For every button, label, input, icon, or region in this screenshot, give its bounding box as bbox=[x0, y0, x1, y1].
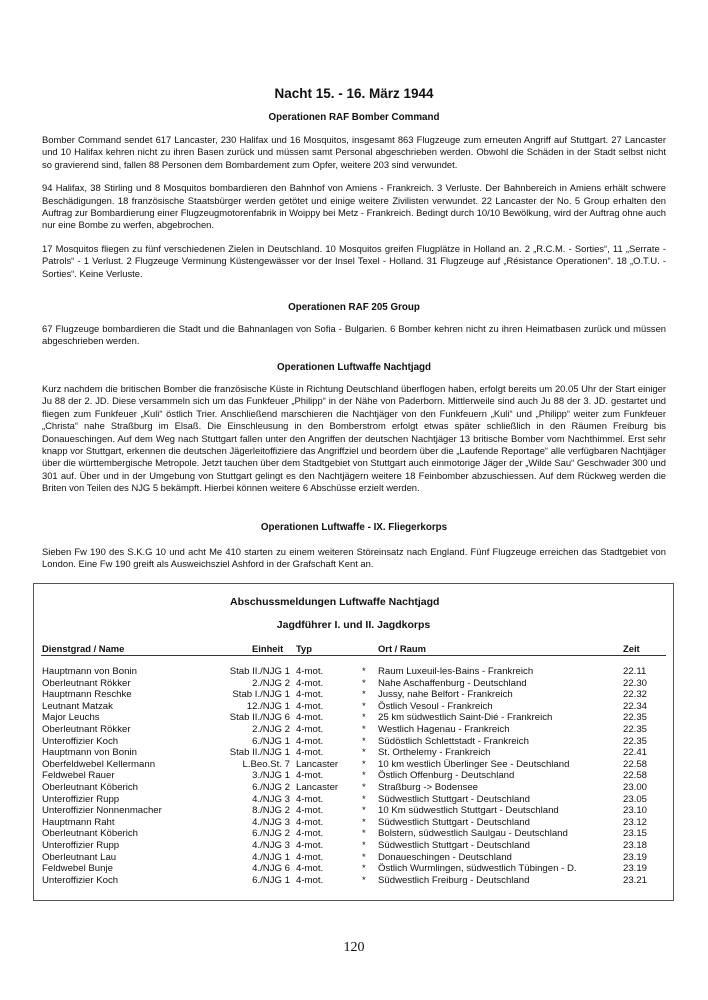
table-row bbox=[34, 666, 673, 678]
table-row bbox=[34, 712, 673, 724]
cell-name: Leutnant Matzak bbox=[42, 700, 113, 712]
column-header-typ: Typ bbox=[296, 643, 312, 654]
section-body-nachtjagd bbox=[42, 383, 666, 495]
cell-marker: * bbox=[362, 723, 366, 735]
cell-typ: 4-mot. bbox=[296, 712, 324, 724]
cell-typ: 4-mot. bbox=[296, 816, 324, 828]
paragraph: 17 Mosquitos fliegen zu fünf verschiedenen Zielen in Deutschland. 10 Mosquitos greifen Flugplätze in Holland an. 2 „R.C.M. - Sorties“, 11 „Serrate - Patrols“ - 1 Verlust. 2 Flugzeuge Verminung Küstengewässer vor der Insel Texel - Holland. 31 Flugzeuge auf „Résistance Operationen“. 18 „O.T.U. - Sorties“. Keine Verluste. bbox=[42, 242, 666, 279]
cell-marker: * bbox=[362, 816, 366, 828]
table-row bbox=[34, 794, 673, 806]
section-heading-205-group: Operationen RAF 205 Group bbox=[288, 302, 420, 313]
cell-time: 22.32 bbox=[623, 689, 648, 701]
section-heading-fliegerkorps: Operationen Luftwaffe - IX. Fliegerkorps bbox=[260, 522, 448, 533]
cell-location: Westlich Hagenau - Frankreich bbox=[378, 723, 510, 735]
cell-typ: 4-mot. bbox=[296, 793, 324, 805]
table-row bbox=[34, 875, 673, 887]
table-row bbox=[34, 828, 673, 840]
cell-unit: 2./NJG 2 bbox=[252, 677, 290, 689]
table-subtitle: Jagdführer I. und II. Jagdkorps bbox=[276, 619, 431, 631]
cell-location: 10 km westlich Überlinger See - Deutschland bbox=[378, 758, 570, 770]
cell-unit: 4./NJG 6 bbox=[252, 863, 290, 875]
table-row bbox=[34, 724, 673, 736]
cell-time: 22.11 bbox=[623, 666, 647, 677]
cell-name: Unteroffizier Nonnenmacher bbox=[42, 805, 162, 817]
cell-time: 22.41 bbox=[623, 747, 648, 759]
table-row bbox=[34, 863, 673, 875]
cell-location: Straßburg -> Bodensee bbox=[378, 781, 478, 793]
cell-typ: 4-mot. bbox=[296, 677, 324, 689]
column-header-unit: Einheit bbox=[252, 643, 284, 654]
cell-time: 23.19 bbox=[623, 851, 648, 863]
cell-unit: 6./NJG 1 bbox=[252, 874, 290, 886]
cell-location: Östlich Vesoul - Frankreich bbox=[378, 700, 493, 712]
cell-time: 23.18 bbox=[623, 839, 648, 851]
section-heading-nachtjagd: Operationen Luftwaffe Nachtjagd bbox=[276, 362, 432, 373]
cell-marker: * bbox=[362, 793, 366, 805]
cell-name: Hauptmann Reschke bbox=[42, 689, 132, 701]
cell-marker: * bbox=[362, 828, 366, 840]
cell-marker: * bbox=[362, 666, 366, 677]
table-body bbox=[34, 666, 673, 886]
table-row bbox=[34, 805, 673, 817]
column-header-name: Dienstgrad / Name bbox=[42, 643, 125, 654]
cell-unit: Stab II./NJG 6 bbox=[229, 712, 290, 724]
cell-location: Südwestlich Stuttgart - Deutschland bbox=[378, 793, 530, 805]
page-number: 120 bbox=[343, 940, 365, 955]
cell-location: Östlich Offenburg - Deutschland bbox=[378, 770, 515, 782]
paragraph: Kurz nachdem die britischen Bomber die französische Küste in Richtung Deutschland überflogen haben, erfolgt bereits um 20.05 Uhr der Start einiger Ju 88 der 2. JD. Diese versammeln sich um das Funkfeuer „Philipp“ in der Nähe von Paderborn. Mittlerweile sind auch Ju 88 der 3. JD. gestartet und fliegen zum Funkfeuer „Kuli“ östlich Trier. Anschließend marschieren die Nachtjäger von den Funkfeuern „Kuli“ und „Philipp“ weiter zum Funkfeuer „Christa“ nahe Straßburg im Elsaß. Die Einschleusung in den Bomberstrom erfolgt etwas später schließlich in den Räumen Freiburg bis Donaueschingen. Auf dem Weg nach Stuttgart fallen unter den Angriffen der deutschen Nachtjäger 13 britische Bomber vom Nachthimmel. Erst sehr knapp vor Stuttgart, erkennen die deutschen Jägerleitoffiziere das Angriffziel und beordern über die „Laufende Reportage“ alle verfügbaren Nachtjäger über die württembergische Metropole. Jetzt tauchen über dem Stadtgebiet von Stuttgart auch einmotorige Jäger der „Wilde Sau“ Geschwader 300 und 301 auf. Über und in der Umgebung von Stuttgart gelingt es den Nachtjägern weitere 18 Feinbomber abzuschiessen. Auf dem Rückweg werden die Briten von Teilen des NJG 5 bekämpft. Hierbei können weitere 6 Abschüsse erzielt werden. bbox=[42, 383, 666, 494]
cell-name: Oberleutnant Lau bbox=[42, 851, 117, 863]
cell-marker: * bbox=[362, 712, 366, 724]
cell-time: 22.35 bbox=[623, 712, 648, 724]
cell-name: Feldwebel Bunje bbox=[42, 863, 113, 875]
cell-name: Hauptmann von Bonin bbox=[42, 747, 137, 759]
cell-unit: 4./NJG 3 bbox=[252, 816, 290, 828]
cell-unit: 4./NJG 3 bbox=[252, 793, 290, 805]
cell-unit: 4./NJG 1 bbox=[252, 851, 290, 863]
header-rule bbox=[41, 655, 666, 656]
cell-location: Raum Luxeuil-les-Bains - Frankreich bbox=[378, 666, 534, 677]
cell-marker: * bbox=[362, 805, 366, 817]
cell-name: Oberfeldwebel Kellermann bbox=[42, 758, 156, 770]
cell-unit: 6./NJG 2 bbox=[252, 828, 290, 840]
cell-time: 22.58 bbox=[623, 770, 648, 782]
cell-location: Südwestlich Freiburg - Deutschland bbox=[378, 874, 530, 886]
cell-name: Oberleutnant Rökker bbox=[42, 723, 131, 735]
cell-time: 22.34 bbox=[623, 700, 648, 712]
cell-unit: L.Beo.St. 7 bbox=[242, 758, 290, 770]
cell-unit: 6./NJG 2 bbox=[252, 781, 290, 793]
cell-location: Bolstern, südwestlich Saulgau - Deutschland bbox=[378, 828, 568, 840]
column-header-ort: Ort / Raum bbox=[378, 643, 426, 654]
cell-name: Hauptmann von Bonin bbox=[42, 666, 137, 677]
table-row bbox=[34, 817, 673, 829]
cell-name: Unteroffizier Koch bbox=[42, 735, 119, 747]
cell-typ: 4-mot. bbox=[296, 839, 324, 851]
cell-location: Südöstlich Schlettstadt - Frankreich bbox=[378, 735, 529, 747]
paragraph: 94 Halifax, 38 Stirling und 8 Mosquitos bombardieren den Bahnhof von Amiens - Frankreich. 3 Verluste. Der Bahnbereich in Amiens erhält schwere Beschädigungen. 18 französische Staatsbürger werden getötet und einige weitere Zivilisten verwundet. 22 Lancaster der No. 5 Group erhalten den Auftrag zur Bombardierung einer Flugzeugmotorenfabrik in Woippy bei Metz - Frankreich. Bedingt durch 10/10 Bewölkung, wird der Auftrag ohne auch nur eine Bombe zu werfen, abgebrochen. bbox=[42, 182, 666, 231]
cell-marker: * bbox=[362, 851, 366, 863]
cell-marker: * bbox=[362, 770, 366, 782]
cell-typ: 4-mot. bbox=[296, 723, 324, 735]
cell-location: Nahe Aschaffenburg - Deutschland bbox=[378, 677, 527, 689]
cell-time: 22.35 bbox=[623, 735, 648, 747]
cell-location: St. Orthelemy - Frankreich bbox=[378, 747, 491, 759]
cell-location: Donaueschingen - Deutschland bbox=[378, 851, 512, 863]
cell-location: Jussy, nahe Belfort - Frankreich bbox=[378, 689, 513, 701]
cell-typ: 4-mot. bbox=[296, 735, 324, 747]
cell-typ: 4-mot. bbox=[296, 770, 324, 782]
table-row bbox=[34, 759, 673, 771]
cell-marker: * bbox=[362, 781, 366, 793]
cell-time: 23.21 bbox=[623, 874, 648, 886]
cell-typ: 4-mot. bbox=[296, 874, 324, 886]
cell-unit: Stab II./NJG 1 bbox=[229, 747, 290, 759]
cell-unit: Stab II./NJG 1 bbox=[229, 666, 290, 677]
cell-name: Oberleutnant Köberich bbox=[42, 828, 138, 840]
cell-typ: 4-mot. bbox=[296, 863, 324, 875]
paragraph: Bomber Command sendet 617 Lancaster, 230 Halifax und 16 Mosquitos, insgesamt 863 Flugzeuge zum erneuten Angriff auf Stuttgart. 27 Lancaster und 10 Halifax kehren nicht zu ihren Basen zurück und müssen samt Personal abgeschrieben werden. Obwohl die Schäden in der Stadt selbst nicht so gravierend sind, fallen 88 Personen dem Bombardement zum Opfer, weitere 203 sind verwundet. bbox=[42, 134, 666, 170]
cell-location: 10 Km südwestlich Stuttgart - Deutschland bbox=[378, 805, 559, 817]
cell-typ: Lancaster bbox=[296, 758, 339, 770]
cell-name: Unteroffizier Rupp bbox=[42, 793, 120, 805]
cell-time: 23.12 bbox=[623, 816, 648, 828]
table-row bbox=[34, 678, 673, 690]
cell-name: Unteroffizier Koch bbox=[42, 874, 119, 886]
paragraph: 67 Flugzeuge bombardieren die Stadt und die Bahnanlagen von Sofia - Bulgarien. 6 Bomber kehren nicht zu ihren Heimatbasen zurück und müssen abgeschrieben werden. bbox=[42, 323, 666, 347]
cell-name: Hauptmann Raht bbox=[42, 816, 115, 828]
cell-unit: 4./NJG 3 bbox=[252, 839, 290, 851]
cell-name: Feldwebel Rauer bbox=[42, 770, 115, 782]
cell-typ: 4-mot. bbox=[296, 828, 324, 840]
cell-marker: * bbox=[362, 689, 366, 701]
cell-typ: 4-mot. bbox=[296, 666, 324, 677]
cell-marker: * bbox=[362, 677, 366, 689]
column-header-zeit: Zeit bbox=[623, 643, 640, 654]
section-body-fliegerkorps bbox=[42, 546, 666, 571]
cell-unit: 8./NJG 2 bbox=[252, 805, 290, 817]
cell-time: 23.05 bbox=[623, 793, 648, 805]
section-heading-bomber-command: Operationen RAF Bomber Command bbox=[268, 112, 440, 123]
table-row bbox=[34, 840, 673, 852]
cell-name: Unteroffizier Rupp bbox=[42, 839, 120, 851]
cell-marker: * bbox=[362, 700, 366, 712]
cell-marker: * bbox=[362, 863, 366, 875]
page-title: Nacht 15. - 16. März 1944 bbox=[274, 86, 434, 101]
cell-typ: 4-mot. bbox=[296, 747, 324, 759]
cell-unit: 2./NJG 2 bbox=[252, 723, 290, 735]
table-row bbox=[34, 770, 673, 782]
table-row bbox=[34, 689, 673, 701]
table-row bbox=[34, 747, 673, 759]
table-title: Abschussmeldungen Luftwaffe Nachtjagd bbox=[230, 596, 440, 608]
cell-marker: * bbox=[362, 874, 366, 886]
cell-marker: * bbox=[362, 758, 366, 770]
cell-time: 23.19 bbox=[623, 863, 648, 875]
cell-time: 22.58 bbox=[623, 758, 648, 770]
cell-marker: * bbox=[362, 735, 366, 747]
table-row bbox=[34, 782, 673, 794]
cell-unit: 6./NJG 1 bbox=[252, 735, 290, 747]
cell-time: 22.35 bbox=[623, 723, 648, 735]
claims-table-box bbox=[33, 583, 674, 901]
cell-location: Östlich Wurmlingen, südwestlich Tübingen - D. bbox=[378, 863, 577, 875]
paragraph: Sieben Fw 190 des S.K.G 10 und acht Me 410 starten zu einem weiteren Störeinsatz nach England. Fünf Flugzeuge erreichen das Stadtgebiet von London. Eine Fw 190 greift als Ausweichsziel Ashford in der Grafschaft Kent an. bbox=[42, 546, 666, 570]
cell-unit: 3./NJG 1 bbox=[252, 770, 290, 782]
cell-time: 22.30 bbox=[623, 677, 648, 689]
section-body-bomber-command bbox=[42, 134, 666, 280]
cell-typ: Lancaster bbox=[296, 781, 339, 793]
cell-location: Südwestlich Stuttgart - Deutschland bbox=[378, 816, 530, 828]
cell-location: Südwestlich Stuttgart - Deutschland bbox=[378, 839, 530, 851]
cell-unit: 12./NJG 1 bbox=[246, 700, 290, 712]
cell-typ: 4-mot. bbox=[296, 851, 324, 863]
section-body-205-group bbox=[42, 323, 666, 348]
cell-typ: 4-mot. bbox=[296, 805, 324, 817]
cell-typ: 4-mot. bbox=[296, 689, 324, 701]
cell-name: Oberleutnant Köberich bbox=[42, 781, 138, 793]
table-row bbox=[34, 852, 673, 864]
cell-name: Oberleutnant Rökker bbox=[42, 677, 131, 689]
cell-time: 23.10 bbox=[623, 805, 648, 817]
table-row bbox=[34, 736, 673, 748]
cell-location: 25 km südwestlich Saint-Dié - Frankreich bbox=[378, 712, 553, 724]
cell-typ: 4-mot. bbox=[296, 700, 324, 712]
cell-marker: * bbox=[362, 747, 366, 759]
cell-name: Major Leuchs bbox=[42, 712, 100, 724]
cell-unit: Stab I./NJG 1 bbox=[232, 689, 290, 701]
cell-time: 23.00 bbox=[623, 781, 648, 793]
table-row bbox=[34, 701, 673, 713]
cell-time: 23.15 bbox=[623, 828, 648, 840]
cell-marker: * bbox=[362, 839, 366, 851]
